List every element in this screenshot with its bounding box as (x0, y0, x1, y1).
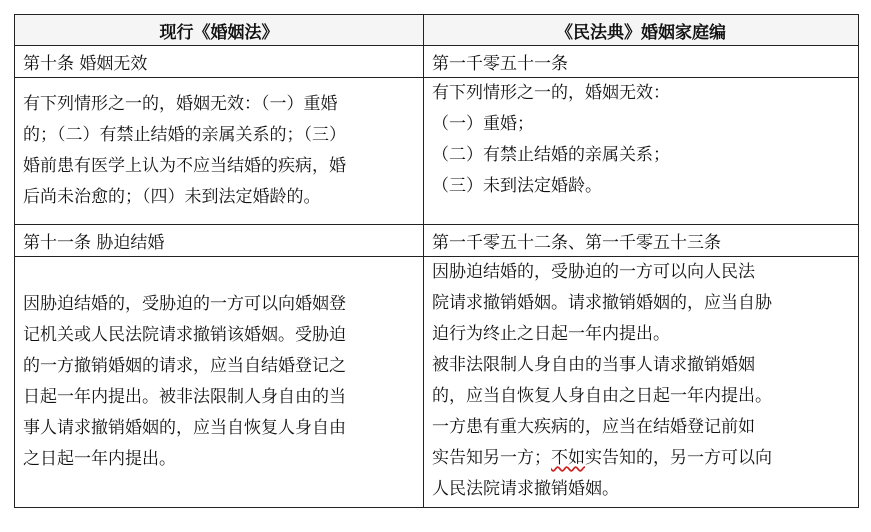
left-article-heading: 第十一条 胁迫结婚 (15, 225, 424, 257)
header-left: 现行《婚姻法》 (15, 15, 424, 46)
text-line: 之日起一年内提出。 (23, 449, 176, 469)
right-article-heading: 第一千零五十二条、第一千零五十三条 (424, 225, 859, 257)
right-article-heading: 第一千零五十一条 (424, 46, 859, 78)
text-line: （二）有禁止结婚的亲属关系； (432, 145, 670, 165)
spellcheck-flagged-text: 不如 (551, 448, 585, 468)
right-article-body (424, 257, 859, 508)
text-line: （一）重婚； (432, 114, 534, 134)
text-line: 的一方撤销婚姻的请求，应当自结婚登记之 (23, 356, 346, 376)
text-line: 被非法限制人身自由的当事人请求撤销婚姻 (432, 355, 755, 375)
text-line: （三）未到法定婚龄。 (432, 176, 602, 196)
text-line: 记机关或人民法院请求撤销该婚姻。受胁迫 (23, 325, 346, 345)
text-line: 因胁迫结婚的，受胁迫的一方可以向婚姻登 (23, 294, 346, 314)
text-line: 迫行为终止之日起一年内提出。 (432, 324, 670, 344)
header-right: 《民法典》婚姻家庭编 (424, 15, 859, 46)
comparison-table (14, 14, 859, 508)
text-line (432, 443, 850, 474)
text-segment: 实告知的，另一方可以向 (585, 448, 772, 468)
text-line: 婚前患有医学上认为不应当结婚的疾病，婚 (23, 156, 346, 176)
right-article-body (424, 78, 859, 225)
text-line: 院请求撤销婚姻。请求撤销婚姻的，应当自胁 (432, 293, 772, 313)
left-article-heading: 第十条 婚姻无效 (15, 46, 424, 78)
article-heading-row-1 (15, 46, 859, 78)
text-line: 因胁迫结婚的，受胁迫的一方可以向人民法 (432, 262, 755, 282)
left-article-body (15, 78, 424, 225)
text-line: 的，应当自恢复人身自由之日起一年内提出。 (432, 386, 772, 406)
text-line: 有下列情形之一的，婚姻无效：（一）重婚 (23, 94, 338, 114)
article-body-row-1 (15, 78, 859, 225)
text-line: 事人请求撤销婚姻的，应当自恢复人身自由 (23, 418, 346, 438)
text-line: 一方患有重大疾病的，应当在结婚登记前如 (432, 417, 755, 437)
text-line: 的；（二）有禁止结婚的亲属关系的；（三） (23, 125, 346, 145)
text-line: 后尚未治愈的；（四）未到法定婚龄的。 (23, 187, 321, 207)
text-line: 日起一年内提出。被非法限制人身自由的当 (23, 387, 346, 407)
article-heading-row-2 (15, 225, 859, 257)
left-article-body (15, 257, 424, 508)
text-segment: 实告知另一方； (432, 448, 551, 468)
text-line: 有下列情形之一的，婚姻无效： (432, 83, 670, 103)
header-row (15, 15, 859, 46)
article-body-row-2 (15, 257, 859, 508)
text-line: 人民法院请求撤销婚姻。 (432, 479, 619, 499)
